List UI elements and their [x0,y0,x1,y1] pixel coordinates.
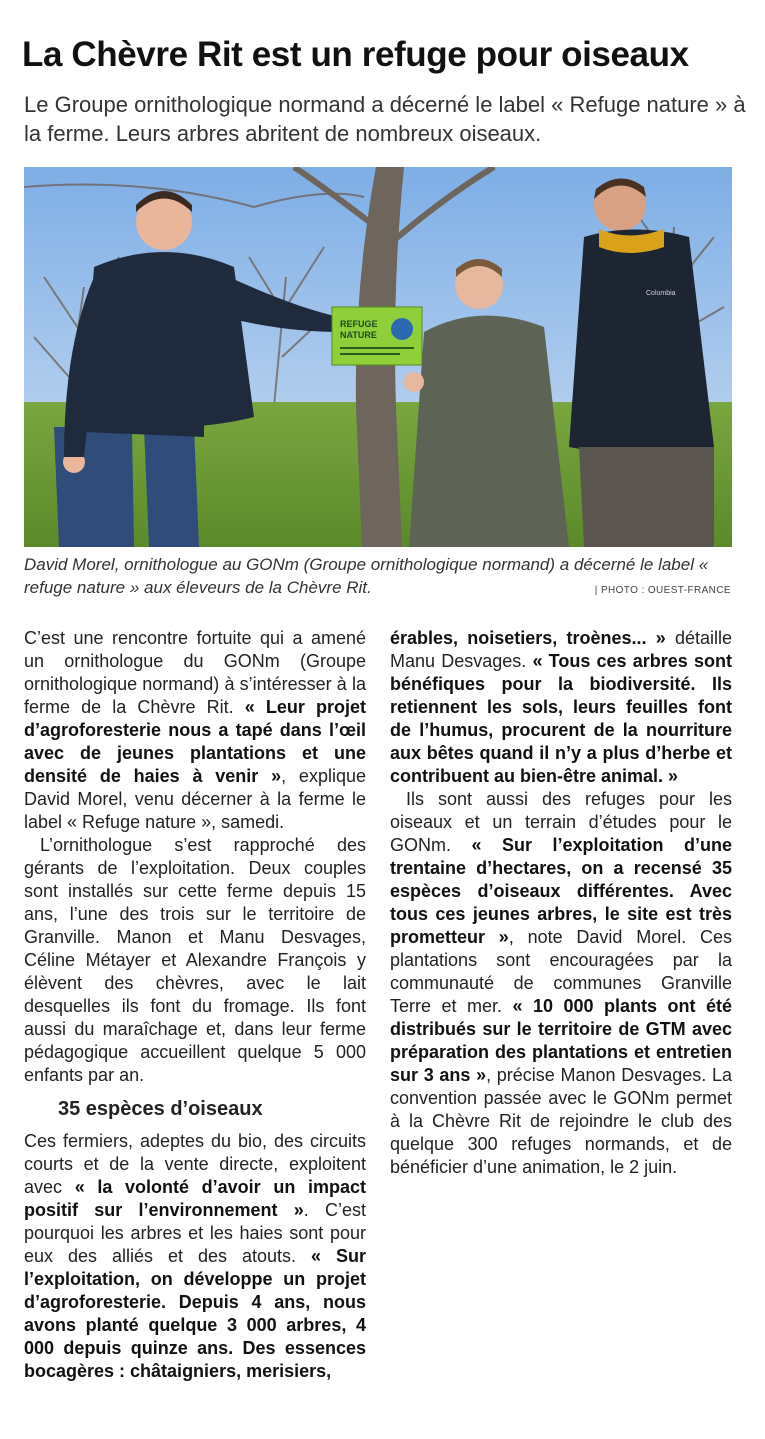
svg-text:NATURE: NATURE [340,330,377,340]
body-column-right [390,627,732,1179]
subheading: 35 espèces d’oiseaux [58,1098,263,1120]
svg-text:Columbia: Columbia [646,290,676,297]
caption-text: David Morel, ornithologue au GONm (Groupe ornithologique normand) a décerné le label « refuge nature » aux éleveurs de la Chèvre Rit. [24,555,709,597]
article-photo [24,167,732,547]
svg-text:REFUGE: REFUGE [340,319,378,329]
paragraph-3-continued: érables, noisetiers, troènes... » détaille Manu Desvages. « Tous ces arbres sont bénéfiques pour la biodiversité. Ils retiennent les sols, leurs feuilles font de l’humus, procurent de la nourriture aux bêtes quand il n’y a plus d’herbe et contribuent au bien-être animal. » [390,628,732,786]
paragraph-2: L’ornithologue s’est rapproché des gérants de l’exploitation. Deux couples sont installés sur cette ferme depuis 15 ans, l’une des trois sur le territoire de Granville. Manon et Manu Desvages, Céline Métayer et Alexandre François y élèvent des chèvres, avec le lait desquelles ils font du fromage. Ils font aussi du maraîchage et, dans leur ferme pédagogique accueillent quelque 5 000 enfants par an. [24,835,366,1085]
headline: La Chèvre Rit est un refuge pour oiseaux [22,35,689,74]
body-column-left [24,627,366,1383]
paragraph-3: Ces fermiers, adeptes du bio, des circuits courts et de la vente directe, exploitent avec « la volonté d’avoir un impact positif sur l’environnement ». C’est pourquoi les arbres et les haies sont pour eux des alliés et des atouts. « Sur l’exploitation, on développe un projet d’agroforesterie. Depuis 4 ans, nous avons planté quelque 3 000 arbres, 4 000 depuis quinze ans. Des essences bocagères : châtaigniers, merisiers, [24,1131,366,1381]
refuge-nature-sign [332,307,422,365]
paragraph-1: C’est une rencontre fortuite qui a amené un ornithologue du GONm (Groupe ornithologique normand) à s’intéresser à la ferme de la Chèvre Rit. « Leur projet d’agroforesterie nous a tapé dans l’œil avec de jeunes plantations et une densité de haies à venir », explique David Morel, venu décerner à la ferme le label « Refuge nature », samedi. [24,628,366,832]
photo-credit: | PHOTO : OUEST-FRANCE [594,585,731,596]
lede: Le Groupe ornithologique normand a décerné le label « Refuge nature » à la ferme. Leurs arbres abritent de nombreux oiseaux. [24,92,746,146]
paragraph-4: Ils sont aussi des refuges pour les oiseaux et un terrain d’études pour le GONm. « Sur l’exploitation d’une trentaine d’hectares, on a recensé 35 espèces d’oiseaux différentes. Avec tous ces jeunes arbres, le site est très prometteur », note David Morel. Ces plantations sont encouragées par la communauté de communes Granville Terre et mer. « 10 000 plants ont été distribués sur le territoire de GTM avec préparation des plantations et entretien sur 3 ans », précise Manon Desvages. La convention passée avec le GONm permet à la Chèvre Rit de rejoindre le club des quelque 300 refuges normands, et de bénéficier d’une animation, le 2 juin. [390,789,733,1177]
